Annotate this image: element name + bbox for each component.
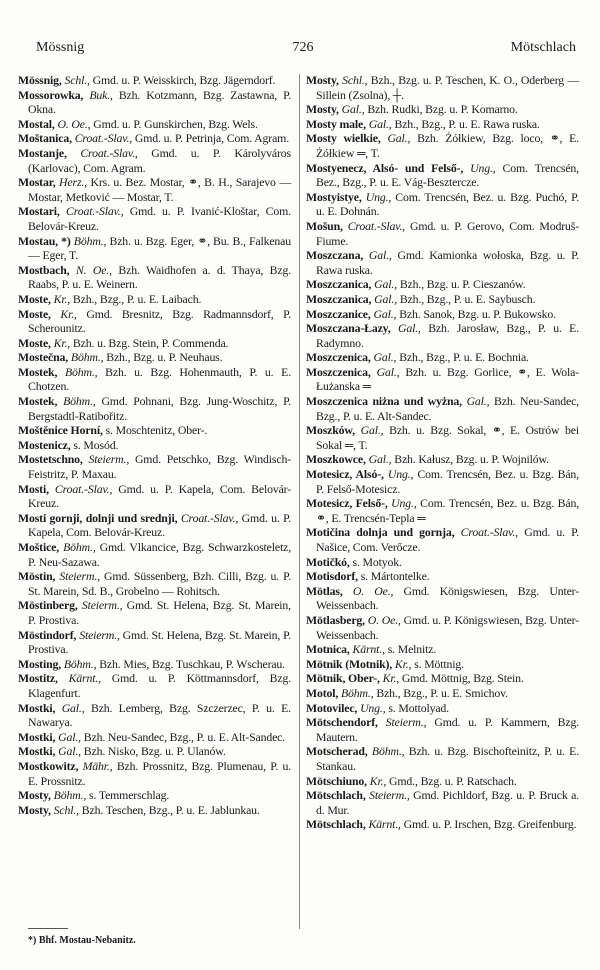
entry-region: Gal., bbox=[374, 291, 398, 306]
gazetteer-entry bbox=[18, 263, 291, 292]
entry-headword: Motičkó, bbox=[306, 554, 350, 569]
entry-headword: Moste, bbox=[18, 291, 51, 306]
entry-headword: Mosty wielkie, bbox=[306, 131, 381, 146]
entry-headword: Mossorowka, bbox=[18, 87, 84, 102]
entry-region: Gal., bbox=[397, 321, 421, 336]
gazetteer-entry bbox=[306, 423, 579, 452]
entry-details: Bzh. Jarosław, Bzg., P. u. E. Radymno. bbox=[316, 321, 579, 350]
gazetteer-entry bbox=[18, 350, 291, 365]
gazetteer-entry bbox=[306, 131, 579, 160]
entry-region: Gal., bbox=[373, 306, 397, 321]
entry-region: Gal., bbox=[58, 744, 81, 759]
entry-details: Bzh. Nisko, Bzg. u. P. Ulanów. bbox=[83, 744, 226, 759]
entry-region: Gal., bbox=[368, 248, 392, 263]
entry-headword: Mostyistye, bbox=[306, 189, 362, 204]
entry-region: Ung., bbox=[365, 189, 392, 204]
entry-headword: Mosty, bbox=[306, 73, 339, 87]
gazetteer-entry bbox=[18, 628, 291, 657]
gazetteer-entry bbox=[18, 482, 291, 511]
entry-headword: Moste, bbox=[18, 335, 51, 350]
entry-details: Gmd. Pichldorf, Bzg. u. P. Bruck a. d. Mur. bbox=[316, 788, 579, 817]
entry-region: Croat.-Slav., bbox=[460, 525, 518, 540]
entry-region: Steierm., bbox=[81, 598, 123, 613]
entry-region: Gal., bbox=[373, 350, 397, 365]
entry-details: Bzh., Bzg., P. u. E. Rawa ruska. bbox=[394, 116, 540, 131]
entry-headword: Mötschlach, bbox=[306, 788, 366, 803]
entry-details: Bzh. u. Bzg. Eger, ⚭, Bu. B., Falkenau — Eger, T. bbox=[28, 233, 291, 263]
gazetteer-entry bbox=[306, 569, 579, 584]
entry-region: Gal., bbox=[466, 394, 490, 409]
entry-headword: Mostanje, bbox=[18, 145, 67, 160]
entry-headword: Mostečna, bbox=[18, 350, 69, 365]
entry-headword: Moštěnice Horní, bbox=[18, 423, 103, 438]
entry-details: Bzh. Neu-Sandec, Bzg., P. u. E. Alt-Sandec. bbox=[316, 394, 579, 423]
entry-details: Bzh. Rudki, Bzg. u. P. Komarno. bbox=[367, 102, 518, 117]
entry-details: Bzh. Sanok, Bzg. u. P. Bukowsko. bbox=[399, 306, 556, 321]
entry-details: Bzh. Mies, Bzg. Tuschkau, P. Wscherau. bbox=[99, 656, 285, 671]
entry-headword: Moszczenica niżna und wyżna, bbox=[306, 394, 462, 409]
entry-details: Gmd. Kamionka wołoska, Bzg. u. P. Rawa ruska. bbox=[316, 248, 579, 277]
entry-headword: Moszczanica, bbox=[306, 291, 372, 306]
entry-details: Bzh. u. Bzg. Sokal, ⚭, E. Ostrów bei Sokal ═, T. bbox=[316, 423, 579, 452]
entry-region: Herz., bbox=[59, 175, 87, 190]
entry-headword: Mostek, bbox=[18, 364, 58, 379]
entry-headword: Motesicz, Alsó-, bbox=[306, 467, 384, 482]
entry-region: Kr., bbox=[53, 291, 71, 306]
entry-details: Gmd. Möttnig, Bzg. Stein. bbox=[401, 671, 524, 686]
entry-headword: Mostek, bbox=[18, 394, 58, 409]
entry-details: Gmd. u. P. Köttmannsdorf, Bzg. Klagenfurt. bbox=[28, 671, 291, 700]
gazetteer-entry bbox=[18, 452, 291, 481]
entry-region: Steierm., bbox=[369, 788, 410, 803]
entry-details: s. Moschtenitz, Ober-. bbox=[105, 423, 208, 438]
entry-details: s. Temmerschlag. bbox=[89, 788, 170, 803]
gazetteer-entry bbox=[306, 117, 579, 132]
page-number: 726 bbox=[292, 40, 314, 55]
gazetteer-entry bbox=[18, 657, 291, 672]
entry-details: Gmd. Bresnitz, Bzg. Radmannsdorf, P. Scherounitz. bbox=[28, 306, 291, 336]
entry-headword: Motičina dolnja und gornja, bbox=[306, 525, 455, 540]
column-divider bbox=[299, 74, 300, 929]
entry-region: Gal., bbox=[61, 700, 85, 715]
entry-details: Gmd. Vlkancice, Bzg. Schwarzkosteletz, P. Neu-Sazawa. bbox=[28, 540, 291, 569]
gazetteer-entry bbox=[306, 657, 579, 672]
gazetteer-entry bbox=[18, 671, 291, 700]
entry-region: Kr., bbox=[60, 306, 77, 321]
entry-headword: Moszczenica, bbox=[306, 364, 371, 379]
gazetteer-entry bbox=[306, 817, 579, 832]
gazetteer-entry bbox=[306, 219, 579, 248]
entry-details: Bzh. Prossnitz, Bzg. Plumenau, P. u. E. Prossnitz. bbox=[28, 758, 291, 788]
entry-headword: Mötnik (Motnik), bbox=[306, 656, 393, 671]
entry-region: Croat.-Slav., bbox=[54, 481, 113, 496]
entry-region: Schl., bbox=[342, 73, 368, 87]
entry-headword: Motesicz, Felső-, bbox=[306, 496, 388, 511]
entry-headword: Mostetschno, bbox=[18, 452, 83, 467]
entry-region: Gal., bbox=[58, 729, 81, 744]
entry-details: Gmd. u. P. Kammern, Bzg. Mautern. bbox=[316, 715, 579, 744]
entry-region: Gal., bbox=[368, 452, 392, 467]
entry-headword: Mostal, bbox=[18, 116, 55, 131]
entry-headword: Mosty male, bbox=[306, 116, 366, 131]
gazetteer-entry bbox=[18, 336, 291, 351]
left-column bbox=[18, 73, 291, 817]
gazetteer-entry bbox=[18, 759, 291, 788]
entry-headword: Mostki, bbox=[18, 729, 56, 744]
entry-details: Gmd. u. P. Kapela, Com. Belovár-Kreuz. bbox=[28, 481, 291, 511]
gazetteer-entry bbox=[18, 365, 291, 394]
entry-region: Schl., bbox=[64, 73, 90, 87]
gazetteer-entry bbox=[306, 394, 579, 423]
entry-details: s. Mottolyad. bbox=[388, 700, 449, 715]
gazetteer-entry bbox=[18, 131, 291, 146]
entry-region: Ung., bbox=[360, 700, 386, 715]
entry-details: Gmd. St. Helena, Bzg. St. Marein, P. Prostiva. bbox=[28, 627, 291, 657]
entry-region: Croat.-Slav., bbox=[80, 145, 138, 160]
entry-details: Gmd. u. P. Károlyváros (Karlovac), Com. Agram. bbox=[28, 145, 291, 175]
entry-details: s. Motyok. bbox=[352, 554, 402, 569]
entry-region: O. Oe., bbox=[352, 583, 394, 598]
entry-details: Gmd. u. P. Gunskirchen, Bzg. Wels. bbox=[93, 116, 258, 131]
entry-details: Bzh. u. Bzg. Gorlice, ⚭, E. Wola-Łużanska ═ bbox=[316, 364, 579, 394]
entry-region: Böhm., bbox=[371, 744, 405, 759]
entry-details: Bzh. Teschen, Bzg., P. u. E. Jablunkau. bbox=[81, 802, 260, 817]
gazetteer-entry bbox=[306, 788, 579, 817]
entry-headword: Mostenicz, bbox=[18, 437, 71, 452]
entry-region: Gal., bbox=[360, 423, 384, 438]
entry-region: Croat.-Slav., bbox=[74, 131, 133, 146]
entry-details: Gmd. u. P. Irschen, Bzg. Greifenburg. bbox=[403, 817, 577, 832]
entry-details: Bzh. Kotzmann, Bzg. Zastawna, P. Okna. bbox=[28, 87, 291, 117]
gazetteer-entry bbox=[18, 744, 291, 759]
entry-headword: Mötschlach, bbox=[306, 817, 366, 832]
gazetteer-entry bbox=[306, 73, 579, 102]
entry-headword: Motol, bbox=[306, 685, 339, 700]
entry-details: Bzh., Bzg., P. u. E. Saybusch. bbox=[399, 291, 536, 306]
entry-region: Böhm., bbox=[63, 656, 97, 671]
entry-details: Gmd. Pohnani, Bzg. Jung-Woschitz, P. Bergstadtl-Ratibořitz. bbox=[28, 394, 291, 423]
entry-details: Bzh., Bzg., P. u. E. Smichov. bbox=[376, 685, 508, 700]
gazetteer-entry bbox=[18, 569, 291, 598]
gazetteer-entry bbox=[306, 277, 579, 292]
gazetteer-entry bbox=[306, 774, 579, 789]
entry-headword: Mötlasberg, bbox=[306, 612, 365, 627]
gazetteer-entry bbox=[306, 452, 579, 467]
gazetteer-entry bbox=[306, 161, 579, 190]
entry-headword: Motnica, bbox=[306, 642, 350, 657]
gazetteer-entry bbox=[306, 190, 579, 219]
entry-headword: Moste, bbox=[18, 306, 51, 321]
gazetteer-entry bbox=[18, 394, 291, 423]
gazetteer-entry bbox=[306, 642, 579, 657]
entry-headword: Moszkowce, bbox=[306, 452, 366, 467]
entry-headword: Moszczanice, bbox=[306, 306, 371, 321]
entry-region: Böhm., bbox=[64, 364, 98, 379]
entry-details: Bzh. u. Bzg. Stein, P. Commenda. bbox=[72, 335, 229, 350]
entry-region: Gal., bbox=[387, 131, 411, 146]
header-left-word: Mössnig bbox=[36, 40, 85, 55]
gazetteer-entry bbox=[18, 146, 291, 175]
entry-details: Com. Trencsén, Bez., Bzg., P. u. E. Vág-Besztercze. bbox=[316, 160, 579, 190]
gazetteer-entry bbox=[18, 730, 291, 745]
gazetteer-entry bbox=[18, 175, 291, 204]
entry-details: Bzh., Bzg. u. P. Cieszanów. bbox=[399, 277, 526, 292]
entry-headword: Moszczana-Łazy, bbox=[306, 321, 391, 336]
entry-details: Bzh., Bzg., P. u. E. Bochnia. bbox=[399, 350, 529, 365]
gazetteer-entry bbox=[306, 350, 579, 365]
gazetteer-entry bbox=[18, 117, 291, 132]
entry-headword: Moszków, bbox=[306, 423, 355, 438]
gazetteer-entry bbox=[306, 671, 579, 686]
entry-region: Steierm., bbox=[59, 569, 100, 584]
entry-region: Böhm., bbox=[63, 394, 96, 409]
entry-details: Krs. u. Bez. Mostar, ⚭, B. H., Sarajevo — Mostar, Metković — Mostar, T. bbox=[28, 175, 291, 204]
entry-details: s. Melnitz. bbox=[387, 642, 437, 657]
gazetteer-entry bbox=[306, 715, 579, 744]
entry-region: O. Oe., bbox=[57, 116, 91, 131]
entry-region: Kärnt., bbox=[68, 671, 101, 686]
entry-details: Gmd., Bzg. u. P. Ratschach. bbox=[389, 773, 517, 788]
entry-headword: Motscherad, bbox=[306, 744, 368, 759]
entry-region: Böhm., bbox=[53, 788, 87, 803]
entry-region: Steierm., bbox=[79, 627, 120, 642]
entry-headword: Möstin, bbox=[18, 569, 56, 584]
gazetteer-entry bbox=[306, 525, 579, 554]
entry-details: Gmd. u. P. Gerovo, Com. Modruš-Fiume. bbox=[316, 218, 579, 248]
entry-headword: Mosty, bbox=[18, 802, 51, 817]
entry-region: Böhm., bbox=[73, 233, 107, 248]
gazetteer-entry bbox=[18, 204, 291, 233]
entry-headword: Mošun, bbox=[306, 218, 343, 233]
entry-headword: Moszczanica, bbox=[306, 277, 372, 292]
gazetteer-entry bbox=[306, 292, 579, 307]
gazetteer-entry bbox=[306, 467, 579, 496]
entry-region: Kr., bbox=[382, 671, 400, 686]
entry-region: Buk., bbox=[89, 87, 113, 102]
gazetteer-entry bbox=[18, 701, 291, 730]
entry-headword: Mötnik, Ober-, bbox=[306, 671, 380, 686]
entry-details: Bzh. Waidhofen a. d. Thaya, Bzg. Raabs, P. u. E. Weinern. bbox=[28, 262, 292, 292]
entry-region: Schl., bbox=[53, 802, 79, 817]
entry-region: Kr., bbox=[53, 335, 71, 350]
entry-region: Ung., bbox=[387, 467, 414, 482]
entry-details: Gmd. St. Helena, Bzg. St. Marein, P. Prostiva. bbox=[28, 598, 291, 627]
entry-region: Steierm., bbox=[385, 715, 427, 730]
entry-headword: Moštice, bbox=[18, 540, 60, 554]
gazetteer-entry bbox=[306, 584, 579, 613]
entry-headword: Mosting, bbox=[18, 656, 62, 671]
entry-headword: Mostar, bbox=[18, 175, 56, 190]
entry-headword: Mostki, bbox=[18, 744, 56, 759]
entry-details: s. Möttnig. bbox=[414, 656, 464, 671]
entry-region: Böhm., bbox=[341, 685, 374, 700]
gazetteer-entry bbox=[18, 307, 291, 336]
entry-headword: Möstindorf, bbox=[18, 627, 77, 642]
entry-headword: Mostitz, bbox=[18, 671, 58, 686]
gazetteer-entry bbox=[306, 307, 579, 322]
entry-region: Croat.-Slav., bbox=[180, 510, 239, 525]
entry-details: s. Mártontelke. bbox=[360, 569, 430, 584]
entry-region: Kärnt., bbox=[352, 642, 385, 657]
entry-region: Gal., bbox=[368, 116, 392, 131]
entry-headword: Möstinberg, bbox=[18, 598, 78, 613]
gazetteer-entry bbox=[18, 423, 291, 438]
entry-region: Böhm., bbox=[70, 350, 104, 365]
entry-region: Kr., bbox=[394, 656, 412, 671]
entry-details: Gmd. Süssenberg, Bzh. Cilli, Bzg. u. P. St. Marein, Sd. B., Grobelno — Rohitsch. bbox=[28, 569, 291, 598]
entry-headword: Mötlas, bbox=[306, 583, 343, 598]
entry-region: Mähr., bbox=[82, 758, 113, 773]
entry-region: Gal., bbox=[341, 102, 365, 117]
entry-details: Bzh. u. Bzg. Hohenmauth, P. u. E. Chotzen. bbox=[28, 364, 291, 394]
entry-headword: Mostari, bbox=[18, 204, 60, 219]
entry-region: O. Oe., bbox=[367, 612, 401, 627]
footnote: *) Bhf. Mostau-Nebanitz. bbox=[28, 935, 136, 946]
gazetteer-entry bbox=[18, 292, 291, 307]
entry-headword: Moszczana, bbox=[306, 248, 364, 263]
gazetteer-entry bbox=[306, 496, 579, 525]
gazetteer-entry bbox=[306, 686, 579, 701]
entry-region: Croat.-Slav., bbox=[347, 218, 406, 233]
entry-details: Bzh., Bzg. u. P. Teschen, K. O., Oderberg — Sillein (Zsolna), ┼. bbox=[316, 73, 579, 102]
gazetteer-entry bbox=[18, 73, 291, 88]
entry-headword: Mostyenecz, Alsó- und Felső-, bbox=[306, 160, 464, 175]
entry-headword: Moszczenica, bbox=[306, 350, 371, 365]
gazetteer-entry bbox=[306, 102, 579, 117]
entry-headword: Mosty, bbox=[306, 102, 339, 117]
entry-details: Gmd. u. P. Kapela, Com. Belovár-Kreuz. bbox=[28, 510, 291, 540]
entry-headword: Mosti gornji, dolnji und srednji, bbox=[18, 510, 178, 525]
entry-headword: Mostbach, bbox=[18, 262, 70, 277]
gazetteer-entry bbox=[18, 234, 291, 263]
entry-details: Bzh. Lemberg, Bzg. Szczerzec, P. u. E. Nawarya. bbox=[28, 700, 291, 730]
entry-details: Gmd. u. P. Ivanić-Kloštar, Com. Belovár-Kreuz. bbox=[28, 204, 291, 233]
entry-details: Com. Trencsén, Bez. u. Bzg. Puchó, P. u. E. Dohnán. bbox=[316, 189, 579, 219]
entry-details: Gmd. u. P. Königswiesen, Bzg. Unter-Weissenbach. bbox=[316, 612, 579, 642]
entry-headword: Mosty, bbox=[18, 788, 51, 803]
gazetteer-entry bbox=[306, 613, 579, 642]
entry-region: Kr., bbox=[369, 773, 387, 788]
entry-details: s. Mosód. bbox=[73, 437, 119, 452]
entry-headword: Mötschiuno, bbox=[306, 773, 367, 788]
entry-region: Ung., bbox=[470, 160, 496, 175]
gazetteer-entry bbox=[306, 555, 579, 570]
entry-details: Bzh. Żółkiew, Bzg. loco, ⚭, E. Żółkiew ═, T. bbox=[316, 131, 579, 160]
entry-region: Gal., bbox=[376, 364, 400, 379]
entry-headword: Mostkowitz, bbox=[18, 758, 79, 773]
entry-region: Ung., bbox=[391, 496, 417, 511]
gazetteer-entry bbox=[18, 598, 291, 627]
entry-details: Bzh. Neu-Sandec, Bzg., P. u. E. Alt-Sandec. bbox=[83, 729, 286, 744]
running-head bbox=[24, 40, 582, 60]
header-right-word: Mötschlach bbox=[510, 40, 576, 55]
gazetteer-entry bbox=[18, 438, 291, 453]
gazetteer-entry bbox=[18, 788, 291, 803]
entry-headword: Mostki, bbox=[18, 700, 56, 715]
entry-headword: Moštanica, bbox=[18, 131, 72, 146]
entry-details: Com. Trencsén, Bez. u. Bzg. Bán, P. Felső-Motesicz. bbox=[316, 467, 579, 496]
gazetteer-entry bbox=[306, 365, 579, 394]
entry-region: Croat.-Slav., bbox=[66, 204, 124, 219]
gazetteer-entry bbox=[306, 248, 579, 277]
entry-headword: Mostau, *) bbox=[18, 233, 71, 248]
gazetteer-entry bbox=[18, 88, 291, 117]
entry-headword: Mössnig, bbox=[18, 73, 62, 87]
gazetteer-entry bbox=[306, 321, 579, 350]
entry-region: Steierm., bbox=[88, 452, 130, 467]
gazetteer-entry bbox=[18, 803, 291, 818]
entry-details: Gmd. Petschko, Bzg. Windisch-Feistritz, P. Maxau. bbox=[28, 452, 291, 482]
entry-headword: Motisdorf, bbox=[306, 569, 358, 584]
entry-region: Kärnt., bbox=[368, 817, 401, 832]
entry-headword: Mötschendorf, bbox=[306, 715, 378, 730]
entry-region: N. Oe., bbox=[75, 262, 112, 277]
entry-details: Gmd. u. P. Našice, Com. Verőcze. bbox=[316, 525, 580, 554]
entry-region: Gal., bbox=[374, 277, 398, 292]
entry-headword: Motovilec, bbox=[306, 700, 358, 715]
entry-region: Böhm., bbox=[63, 540, 96, 554]
entry-details: Gmd. Königswiesen, Bzg. Unter-Weissenbach. bbox=[316, 583, 579, 613]
gazetteer-entry bbox=[306, 701, 579, 716]
entry-details: Bzh., Bzg. u. P. Neuhaus. bbox=[106, 350, 223, 365]
right-column bbox=[306, 73, 579, 832]
entry-details: Bzh. u. Bzg. Bischofteinitz, P. u. E. Stankau. bbox=[316, 744, 579, 773]
gazetteer-entry bbox=[18, 511, 291, 540]
entry-details: Bzh., Bzg., P. u. E. Laibach. bbox=[72, 291, 202, 306]
gazetteer-entry bbox=[18, 540, 291, 569]
entry-details: Gmd. u. P. Weisskirch, Bzg. Jägerndorf. bbox=[92, 73, 276, 87]
entry-details: Com. Trencsén, Bez. u. Bzg. Bán, ⚭, E. Trencsén-Tepla ═ bbox=[316, 496, 579, 525]
footnote-rule bbox=[28, 928, 68, 929]
gazetteer-entry bbox=[306, 744, 579, 773]
entry-details: Bzh. Kałusz, Bzg. u. P. Wojnilów. bbox=[394, 452, 549, 467]
entry-details: Gmd. u. P. Petrinja, Com. Agram. bbox=[134, 131, 289, 146]
entry-headword: Mosti, bbox=[18, 481, 49, 496]
